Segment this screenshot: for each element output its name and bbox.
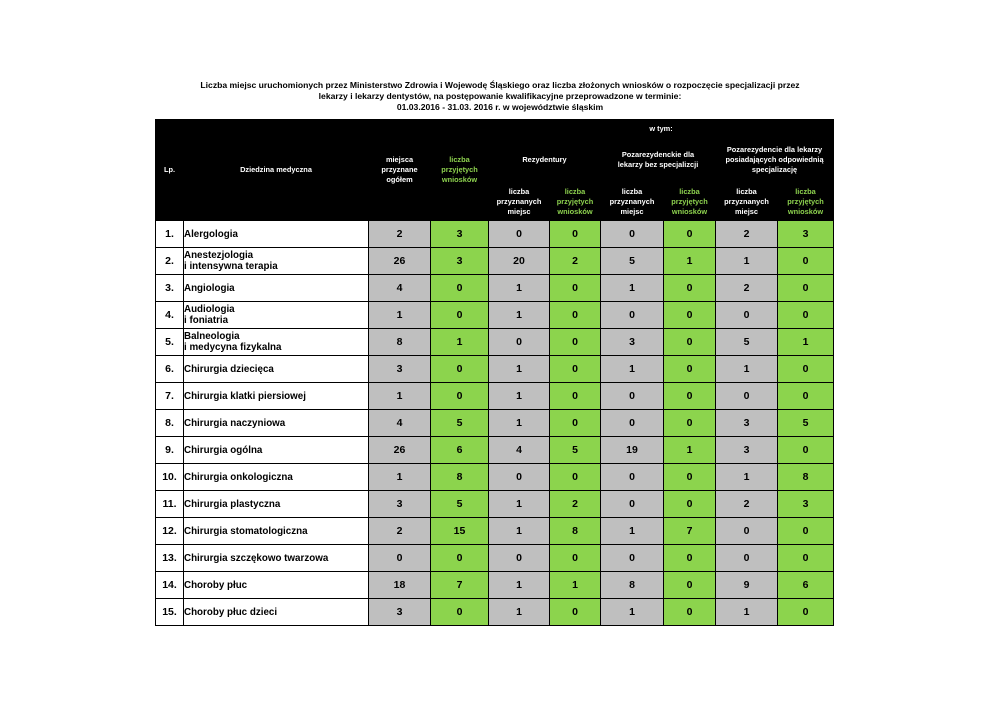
field-name <box>184 437 369 464</box>
row-number: 12. <box>156 518 184 545</box>
accepted-value: 0 <box>431 599 489 626</box>
places-value: 0 <box>601 302 664 329</box>
table-row <box>156 221 834 248</box>
accepted-value: 0 <box>664 329 716 356</box>
field-name-line: Choroby płuc dzieci <box>184 606 278 618</box>
header-text: wniosków <box>557 206 593 216</box>
places-value: 0 <box>601 491 664 518</box>
places-value: 4 <box>369 275 431 302</box>
header-total-accepted <box>431 120 489 221</box>
header-text: liczba <box>736 186 757 196</box>
title-line-2: lekarzy i lekarzy dentystów, na postępowanie kwalifikacyjne przeprowadzone w terminie: <box>318 91 682 101</box>
header-field: Dziedzina medyczna <box>184 120 369 221</box>
field-name-line: Chirurgia stomatologiczna <box>184 525 308 537</box>
places-value: 19 <box>601 437 664 464</box>
places-value: 2 <box>369 221 431 248</box>
field-name <box>184 572 369 599</box>
header-text: przyznanych <box>496 196 542 206</box>
places-value: 0 <box>489 464 550 491</box>
accepted-value: 0 <box>664 572 716 599</box>
field-name-line: Chirurgia klatki piersiowej <box>184 390 306 402</box>
places-value: 0 <box>601 383 664 410</box>
places-value: 0 <box>489 221 550 248</box>
accepted-value: 0 <box>664 221 716 248</box>
header-text: miejsc <box>734 206 758 216</box>
row-number: 13. <box>156 545 184 572</box>
title-line-1: Liczba miejsc uruchomionych przez Ministerstwo Zdrowia i Wojewodę Śląskiego oraz liczba złożonych wniosków o rozpoczęcie specjalizacji przez <box>200 80 800 90</box>
header-text: przyjętych <box>787 196 824 206</box>
places-value: 18 <box>369 572 431 599</box>
accepted-value: 0 <box>664 599 716 626</box>
places-value: 20 <box>489 248 550 275</box>
header-text: miejsca <box>385 155 414 164</box>
places-value: 3 <box>369 356 431 383</box>
places-value: 1 <box>716 356 778 383</box>
field-name <box>184 248 369 275</box>
table-row <box>156 518 834 545</box>
places-value: 2 <box>716 275 778 302</box>
row-number: 7. <box>156 383 184 410</box>
header-poza-bez-specjalizacji <box>601 138 716 183</box>
accepted-value: 8 <box>550 518 601 545</box>
table-row <box>156 275 834 302</box>
accepted-value: 0 <box>664 302 716 329</box>
places-value: 1 <box>601 599 664 626</box>
accepted-value: 0 <box>431 302 489 329</box>
places-value: 0 <box>489 545 550 572</box>
places-value: 3 <box>369 491 431 518</box>
accepted-value: 5 <box>778 410 834 437</box>
document-title <box>140 80 860 113</box>
places-value: 1 <box>369 302 431 329</box>
header-text: wniosków <box>671 206 708 216</box>
places-value: 1 <box>489 572 550 599</box>
header-lp: Lp. <box>156 120 184 221</box>
accepted-value: 3 <box>778 221 834 248</box>
field-name <box>184 221 369 248</box>
header-text: liczba <box>449 155 470 164</box>
accepted-value: 5 <box>431 491 489 518</box>
header-text: liczba <box>679 186 700 196</box>
places-value: 0 <box>369 545 431 572</box>
accepted-value: 0 <box>431 275 489 302</box>
field-name-line: Angiologia <box>184 282 235 294</box>
accepted-value: 0 <box>778 437 834 464</box>
places-value: 0 <box>716 302 778 329</box>
row-number: 15. <box>156 599 184 626</box>
row-number: 10. <box>156 464 184 491</box>
header-text: miejsc <box>620 206 644 216</box>
accepted-value: 0 <box>778 356 834 383</box>
accepted-value: 6 <box>431 437 489 464</box>
field-name <box>184 491 369 518</box>
places-value: 5 <box>601 248 664 275</box>
places-value: 1 <box>489 356 550 383</box>
accepted-value: 0 <box>550 464 601 491</box>
accepted-value: 0 <box>778 248 834 275</box>
subheader-accepted <box>664 183 716 221</box>
field-name-line: Chirurgia ogólna <box>184 444 263 456</box>
places-value: 0 <box>716 383 778 410</box>
field-name-line: Chirurgia dziecięca <box>184 363 274 375</box>
header-text: liczba <box>621 186 643 196</box>
field-name-line: i foniatria <box>184 315 229 326</box>
table-row <box>156 464 834 491</box>
places-value: 2 <box>369 518 431 545</box>
row-number: 4. <box>156 302 184 329</box>
accepted-value: 5 <box>431 410 489 437</box>
places-value: 1 <box>489 410 550 437</box>
field-name-line: Anestezjologia <box>184 250 254 261</box>
field-name-line: Balneologia <box>184 331 240 342</box>
field-name <box>184 464 369 491</box>
places-value: 1 <box>716 464 778 491</box>
places-value: 1 <box>489 275 550 302</box>
row-number: 8. <box>156 410 184 437</box>
header-text: specjalizację <box>751 165 798 174</box>
accepted-value: 0 <box>778 545 834 572</box>
accepted-value: 0 <box>431 383 489 410</box>
places-value: 9 <box>716 572 778 599</box>
table-row <box>156 545 834 572</box>
field-name <box>184 356 369 383</box>
header-text: przyjętych <box>671 196 708 206</box>
accepted-value: 0 <box>550 545 601 572</box>
subheader-accepted <box>550 183 601 221</box>
accepted-value: 7 <box>664 518 716 545</box>
places-value: 3 <box>716 437 778 464</box>
accepted-value: 2 <box>550 248 601 275</box>
header-text: Pozarezydenckie dla <box>621 150 695 159</box>
places-value: 1 <box>489 491 550 518</box>
accepted-value: 7 <box>431 572 489 599</box>
table-row <box>156 329 834 356</box>
accepted-value: 0 <box>550 275 601 302</box>
field-name <box>184 518 369 545</box>
table-row <box>156 383 834 410</box>
accepted-value: 0 <box>664 356 716 383</box>
table-row <box>156 572 834 599</box>
places-value: 3 <box>369 599 431 626</box>
accepted-value: 0 <box>431 545 489 572</box>
title-line-3: 01.03.2016 - 31.03. 2016 r. w województwie śląskim <box>396 102 604 112</box>
subheader-accepted <box>778 183 834 221</box>
accepted-value: 0 <box>664 383 716 410</box>
accepted-value: 8 <box>431 464 489 491</box>
accepted-value: 0 <box>550 329 601 356</box>
places-value: 4 <box>489 437 550 464</box>
places-value: 3 <box>716 410 778 437</box>
accepted-value: 0 <box>664 545 716 572</box>
header-text: liczba <box>795 186 816 196</box>
accepted-value: 0 <box>778 599 834 626</box>
field-name-line: Alergologia <box>184 228 238 240</box>
header-text: przyznane <box>381 165 418 174</box>
places-value: 4 <box>369 410 431 437</box>
header-text: ogółem <box>386 175 413 184</box>
accepted-value: 0 <box>550 410 601 437</box>
header-text: liczba <box>508 186 530 196</box>
accepted-value: 0 <box>778 518 834 545</box>
header-text: posiadających odpowiednią <box>725 155 824 164</box>
accepted-value: 1 <box>550 572 601 599</box>
field-name-line: Chirurgia onkologiczna <box>184 471 293 483</box>
accepted-value: 0 <box>550 599 601 626</box>
field-name <box>184 302 369 329</box>
row-number: 2. <box>156 248 184 275</box>
places-value: 0 <box>716 545 778 572</box>
table-row <box>156 599 834 626</box>
field-name-line: i medycyna fizykalna <box>184 342 282 353</box>
accepted-value: 3 <box>778 491 834 518</box>
field-name-line: Audiologia <box>184 304 235 315</box>
accepted-value: 1 <box>664 437 716 464</box>
places-value: 0 <box>601 221 664 248</box>
specializations-table <box>155 119 834 626</box>
header-text: wniosków <box>787 206 824 216</box>
row-number: 5. <box>156 329 184 356</box>
field-name <box>184 599 369 626</box>
row-number: 3. <box>156 275 184 302</box>
accepted-value: 1 <box>431 329 489 356</box>
accepted-value: 3 <box>431 221 489 248</box>
places-value: 1 <box>489 599 550 626</box>
header-text: przyznanych <box>724 196 769 206</box>
header-poza-ze-specjalizacja <box>716 138 834 183</box>
places-value: 2 <box>716 491 778 518</box>
header-rezydentury: Rezydentury <box>489 138 601 183</box>
accepted-value: 0 <box>778 383 834 410</box>
places-value: 1 <box>489 518 550 545</box>
accepted-value: 0 <box>550 356 601 383</box>
accepted-value: 0 <box>550 221 601 248</box>
accepted-value: 0 <box>664 275 716 302</box>
row-number: 11. <box>156 491 184 518</box>
subheader-places <box>489 183 550 221</box>
places-value: 0 <box>601 410 664 437</box>
field-name-line: Chirurgia szczękowo twarzowa <box>184 552 329 564</box>
places-value: 1 <box>489 302 550 329</box>
places-value: 26 <box>369 248 431 275</box>
field-name <box>184 383 369 410</box>
field-name-line: i intensywna terapia <box>184 261 278 272</box>
header-text: przyjętych <box>556 196 594 206</box>
field-name <box>184 275 369 302</box>
accepted-value: 3 <box>431 248 489 275</box>
table-row <box>156 356 834 383</box>
places-value: 1 <box>489 383 550 410</box>
row-number: 1. <box>156 221 184 248</box>
accepted-value: 0 <box>550 302 601 329</box>
places-value: 0 <box>716 518 778 545</box>
places-value: 8 <box>601 572 664 599</box>
table-row <box>156 248 834 275</box>
places-value: 2 <box>716 221 778 248</box>
places-value: 0 <box>489 329 550 356</box>
header-text: Pozarezydencie dla lekarzy <box>726 145 823 154</box>
places-value: 5 <box>716 329 778 356</box>
accepted-value: 0 <box>431 356 489 383</box>
table-row <box>156 491 834 518</box>
accepted-value: 0 <box>664 464 716 491</box>
subheader-places <box>716 183 778 221</box>
accepted-value: 0 <box>664 491 716 518</box>
field-name <box>184 329 369 356</box>
accepted-value: 1 <box>664 248 716 275</box>
places-value: 1 <box>716 248 778 275</box>
accepted-value: 15 <box>431 518 489 545</box>
header-text: wniosków <box>441 175 478 184</box>
field-name-line: Chirurgia plastyczna <box>184 498 281 510</box>
places-value: 8 <box>369 329 431 356</box>
header-text: przyznanych <box>609 196 655 206</box>
places-value: 1 <box>601 275 664 302</box>
table-row <box>156 410 834 437</box>
places-value: 1 <box>369 464 431 491</box>
field-name <box>184 545 369 572</box>
accepted-value: 8 <box>778 464 834 491</box>
table-row <box>156 302 834 329</box>
accepted-value: 0 <box>778 302 834 329</box>
row-number: 6. <box>156 356 184 383</box>
places-value: 1 <box>716 599 778 626</box>
table-row <box>156 437 834 464</box>
places-value: 3 <box>601 329 664 356</box>
accepted-value: 6 <box>778 572 834 599</box>
accepted-value: 0 <box>664 410 716 437</box>
header-text: liczba <box>564 186 586 196</box>
accepted-value: 0 <box>778 275 834 302</box>
field-name-line: Choroby płuc <box>184 579 248 591</box>
header-text: lekarzy bez specjalizcji <box>617 160 699 169</box>
field-name-line: Chirurgia naczyniowa <box>184 417 286 429</box>
subheader-places <box>601 183 664 221</box>
header-text: przyjętych <box>441 165 478 174</box>
row-number: 14. <box>156 572 184 599</box>
places-value: 1 <box>601 518 664 545</box>
places-value: 1 <box>369 383 431 410</box>
header-text: miejsc <box>507 206 531 216</box>
row-number: 9. <box>156 437 184 464</box>
accepted-value: 0 <box>550 383 601 410</box>
places-value: 0 <box>601 464 664 491</box>
accepted-value: 5 <box>550 437 601 464</box>
places-value: 26 <box>369 437 431 464</box>
accepted-value: 1 <box>778 329 834 356</box>
places-value: 0 <box>601 545 664 572</box>
header-total-places <box>369 120 431 221</box>
accepted-value: 2 <box>550 491 601 518</box>
places-value: 1 <box>601 356 664 383</box>
header-w-tym: w tym: <box>489 120 834 138</box>
field-name <box>184 410 369 437</box>
